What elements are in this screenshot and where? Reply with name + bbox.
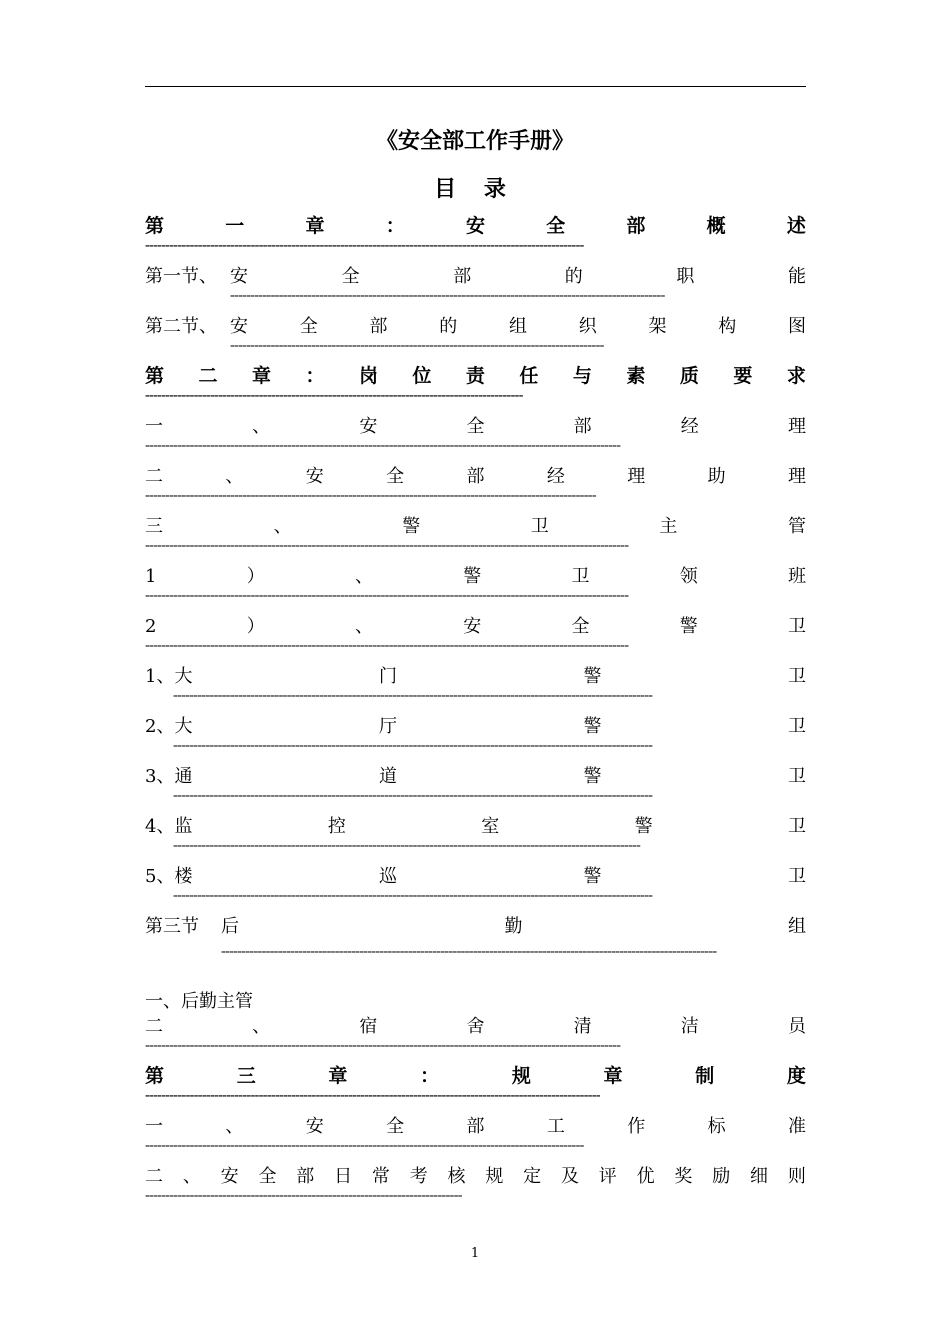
- title-char: 细: [750, 1166, 768, 1187]
- dot-leader: ---------------------------------------------------------------------------------------------------------------------: [145, 439, 621, 453]
- title-char: 全: [466, 416, 485, 437]
- title-char: 经: [680, 416, 699, 437]
- toc-entry-title: [145, 1114, 806, 1139]
- title-char: 全: [386, 1116, 405, 1137]
- title-char: 章: [305, 215, 325, 237]
- title-char: 、: [225, 466, 244, 487]
- title-char: 道: [378, 766, 397, 787]
- title-char: 质: [679, 365, 699, 387]
- toc-entry-section-1-2[interactable]: [145, 314, 806, 364]
- title-char: 的: [564, 266, 583, 287]
- toc-entry-item[interactable]: [145, 1114, 806, 1164]
- title-char: 安: [359, 416, 378, 437]
- title-char: 巡: [378, 866, 397, 887]
- title-char: 、: [225, 1116, 244, 1137]
- title-char: 概: [706, 215, 726, 237]
- title-char: 1、大: [145, 666, 193, 687]
- title-char: 定: [523, 1166, 542, 1187]
- toc-heading: 目 录: [434, 176, 516, 202]
- title-char: 卫: [571, 566, 590, 587]
- title-char: 第: [145, 215, 165, 237]
- title-char: 一: [145, 1116, 163, 1137]
- title-char: 、: [252, 1016, 271, 1037]
- toc-entry-title: [145, 1164, 806, 1189]
- title-char: 二: [145, 1016, 163, 1037]
- toc-entry-item[interactable]: [145, 514, 806, 564]
- title-char: 部: [573, 416, 592, 437]
- title-char: 洁: [680, 1016, 699, 1037]
- title-char: 准: [788, 1116, 806, 1137]
- dot-leader: ---------------------------------------------------------------------------------------------------------------: [145, 489, 596, 503]
- toc-entry-title: [145, 214, 806, 239]
- toc-entry-title: [230, 264, 806, 289]
- dot-leader: ------------------------------------------------------------------------------------------------------------: [145, 1139, 584, 1153]
- title-char: 部: [296, 1166, 315, 1187]
- toc-entry-item[interactable]: [145, 714, 806, 764]
- dot-leader: -----------------------------------------------------------------------------------------------------------: [230, 289, 665, 303]
- toc-entry-title: [145, 464, 806, 489]
- title-char: 的: [439, 316, 458, 337]
- toc-entry-title: [145, 814, 806, 839]
- toc-entry-title: [145, 664, 806, 689]
- dot-leader: ----------------------------------------------------------------------------------------------------------------------: [173, 789, 653, 803]
- title-char: 安: [220, 1166, 239, 1187]
- page-number: 1: [470, 1246, 480, 1261]
- title-char: 架: [648, 316, 667, 337]
- dot-leader: ----------------------------------------------------------------------------------------------------------------: [145, 1089, 600, 1103]
- title-char: 舍: [466, 1016, 485, 1037]
- section-prefix: 第三节: [145, 916, 199, 937]
- toc-entry-title: [145, 614, 806, 639]
- title-char: 卫: [788, 666, 806, 687]
- title-char: ：: [385, 215, 405, 237]
- title-char: 警: [583, 716, 602, 737]
- title-char: 二: [145, 1166, 163, 1187]
- title-char: 规: [485, 1166, 504, 1187]
- title-char: 卫: [788, 716, 806, 737]
- title-char: 室: [481, 816, 500, 837]
- title-char: 助: [707, 466, 726, 487]
- title-char: 部: [369, 316, 388, 337]
- toc-entry-title: [145, 564, 806, 589]
- dot-leader: --------------------------------------------------------------------------------------------------------------------------: [221, 944, 717, 959]
- dot-leader: -----------------------------------------------------------------------------------------------------------------------: [145, 639, 629, 653]
- title-char: 常: [371, 1166, 390, 1187]
- dot-leader: ------------------------------------------------------------------------------: [145, 1189, 462, 1203]
- toc-entry-item[interactable]: [145, 814, 806, 864]
- dot-leader: ----------------------------------------------------------------------------------------------------------------------: [173, 889, 653, 903]
- title-char: 职: [676, 266, 695, 287]
- title-char: 全: [386, 466, 405, 487]
- title-char: 、: [273, 516, 292, 537]
- title-char: 一、后勤主管: [145, 991, 253, 1012]
- dot-leader: ----------------------------------------------------------------------------------------------------------------------: [173, 689, 653, 703]
- toc-entry-title: [230, 314, 806, 339]
- title-char: 要: [733, 365, 753, 387]
- title-char: 安: [463, 616, 482, 637]
- toc-entry-chapter-3[interactable]: [145, 1064, 806, 1114]
- title-char: 能: [787, 266, 806, 287]
- toc-entry-title: [145, 414, 806, 439]
- title-char: 与: [572, 365, 592, 387]
- title-char: 警: [583, 766, 602, 787]
- title-char: 全: [341, 266, 360, 287]
- title-char: 勤: [504, 916, 523, 937]
- title-char: 卫: [787, 816, 806, 837]
- title-char: 及: [560, 1166, 579, 1187]
- title-char: 一: [225, 215, 245, 237]
- title-char: 经: [546, 466, 565, 487]
- title-char: 部: [453, 266, 472, 287]
- title-char: 规: [511, 1065, 531, 1087]
- title-char: 3、通: [145, 766, 193, 787]
- title-char: 、: [354, 616, 373, 637]
- title-char: 1: [145, 566, 157, 587]
- title-char: 核: [447, 1166, 466, 1187]
- title-char: 任: [519, 365, 539, 387]
- title-char: 卫: [788, 866, 806, 887]
- title-char: 三: [145, 516, 163, 537]
- title-char: 度: [786, 1065, 806, 1087]
- toc-entry-section-1-1[interactable]: [145, 264, 806, 314]
- title-char: 日: [334, 1166, 353, 1187]
- toc-entry-item[interactable]: [145, 1164, 806, 1214]
- dot-leader: -------------------------------------------------------------------------------------------------------------------: [173, 839, 641, 853]
- toc-entry-item[interactable]: [145, 414, 806, 464]
- title-char: 作: [627, 1116, 646, 1137]
- toc-entry-title: [145, 514, 806, 539]
- title-char: 、: [182, 1166, 201, 1187]
- title-char: 安: [465, 215, 485, 237]
- header-rule: [145, 86, 806, 87]
- title-char: 求: [786, 365, 806, 387]
- title-char: 警: [583, 866, 602, 887]
- title-char: 励: [712, 1166, 731, 1187]
- toc-entry-chapter-2[interactable]: [145, 364, 806, 414]
- toc-entry-item[interactable]: [145, 989, 806, 1014]
- toc-entry-section-2-3[interactable]: [145, 914, 806, 989]
- title-char: 位: [412, 365, 432, 387]
- title-char: 全: [299, 316, 318, 337]
- title-char: 第: [145, 365, 165, 387]
- title-char: 门: [378, 666, 397, 687]
- title-char: 理: [788, 466, 806, 487]
- dot-leader: --------------------------------------------------------------------------------------------: [230, 339, 604, 353]
- title-char: 织: [578, 316, 597, 337]
- title-char: ：: [305, 365, 325, 387]
- title-char: 管: [787, 516, 806, 537]
- dot-leader: ---------------------------------------------------------------------------------------------------------------------: [145, 1039, 621, 1053]
- toc-entry-item[interactable]: [145, 564, 806, 614]
- title-char: 部: [626, 215, 646, 237]
- title-char: 主: [659, 516, 678, 537]
- title-char: 全: [258, 1166, 277, 1187]
- title-char: 警: [583, 666, 602, 687]
- title-char: 5、楼: [145, 866, 193, 887]
- title-char: 员: [787, 1016, 806, 1037]
- document-title: 《安全部工作手册》: [375, 128, 574, 154]
- dot-leader: ------------------------------------------------------------------------------------------------------------: [145, 239, 584, 253]
- title-char: 理: [787, 416, 806, 437]
- toc-entry-item[interactable]: [145, 864, 806, 914]
- title-char: 章: [251, 365, 271, 387]
- title-char: 清: [573, 1016, 592, 1037]
- dot-leader: -----------------------------------------------------------------------------------------------------------------------: [145, 539, 629, 553]
- toc-entry-title: [145, 989, 806, 1014]
- title-char: 2: [145, 616, 157, 637]
- title-char: 考: [409, 1166, 428, 1187]
- title-char: 后: [221, 916, 239, 937]
- title-char: 卫: [788, 766, 806, 787]
- title-char: 二: [198, 365, 218, 387]
- title-char: 组: [788, 916, 806, 937]
- title-char: 责: [465, 365, 485, 387]
- title-char: 一: [145, 416, 163, 437]
- title-char: 第: [145, 1065, 165, 1087]
- title-char: 章: [603, 1065, 623, 1087]
- title-char: 构: [718, 316, 737, 337]
- toc-entry-item[interactable]: [145, 764, 806, 814]
- title-char: 班: [787, 566, 806, 587]
- toc-entry-title: [221, 914, 806, 939]
- title-char: 工: [546, 1116, 565, 1137]
- dot-leader: -----------------------------------------------------------------------------------------------------------------------: [145, 589, 629, 603]
- title-char: 组: [509, 316, 527, 337]
- toc-entry-item[interactable]: [145, 464, 806, 514]
- section-prefix: 第一节、: [145, 266, 217, 287]
- title-char: 安: [230, 266, 248, 287]
- toc-entry-title: [145, 364, 806, 389]
- title-char: 理: [627, 466, 646, 487]
- title-char: 宿: [359, 1016, 378, 1037]
- title-char: 警: [679, 616, 698, 637]
- dot-leader: ----------------------------------------------------------------------------------------------------------------------: [173, 739, 653, 753]
- title-char: 警: [463, 566, 482, 587]
- title-char: 厅: [378, 716, 397, 737]
- title-char: 4、监: [145, 816, 193, 837]
- toc-entry-item[interactable]: [145, 614, 806, 664]
- title-char: 安: [305, 466, 324, 487]
- title-char: 评: [598, 1166, 617, 1187]
- title-char: 全: [546, 215, 566, 237]
- title-char: 安: [230, 316, 248, 337]
- title-char: 2、大: [145, 716, 193, 737]
- title-char: 警: [402, 516, 421, 537]
- title-char: 优: [636, 1166, 655, 1187]
- title-char: 、: [252, 416, 271, 437]
- title-char: 警: [634, 816, 653, 837]
- dot-leader: ---------------------------------------------------------------------------------------------: [145, 389, 523, 403]
- title-char: ：: [420, 1065, 440, 1087]
- title-char: 三: [236, 1065, 256, 1087]
- toc-entry-chapter-1[interactable]: [145, 214, 806, 264]
- toc-entry-title: [145, 864, 806, 889]
- title-char: 图: [788, 316, 806, 337]
- title-char: 奖: [674, 1166, 693, 1187]
- title-char: 控: [327, 816, 346, 837]
- title-char: 二: [145, 466, 163, 487]
- title-char: 述: [786, 215, 806, 237]
- title-char: 岗: [358, 365, 378, 387]
- toc-entry-title: [145, 1014, 806, 1039]
- title-char: ）: [246, 616, 265, 637]
- title-char: 、: [354, 566, 373, 587]
- title-char: 卫: [530, 516, 549, 537]
- title-char: 部: [466, 1116, 485, 1137]
- title-char: 卫: [787, 616, 806, 637]
- title-char: 全: [571, 616, 590, 637]
- title-char: 素: [626, 365, 646, 387]
- toc-entry-title: [145, 764, 806, 789]
- title-char: 则: [787, 1166, 806, 1187]
- title-char: 部: [466, 466, 485, 487]
- table-of-contents: [145, 214, 806, 1214]
- title-char: 章: [328, 1065, 348, 1087]
- title-char: ）: [246, 566, 265, 587]
- toc-entry-item[interactable]: [145, 1014, 806, 1064]
- toc-entry-item[interactable]: [145, 664, 806, 714]
- toc-entry-title: [145, 1064, 806, 1089]
- section-prefix: 第二节、: [145, 316, 217, 337]
- title-char: 标: [707, 1116, 726, 1137]
- title-char: 制: [695, 1065, 715, 1087]
- title-char: 安: [305, 1116, 324, 1137]
- toc-entry-title: [145, 714, 806, 739]
- title-char: 领: [679, 566, 698, 587]
